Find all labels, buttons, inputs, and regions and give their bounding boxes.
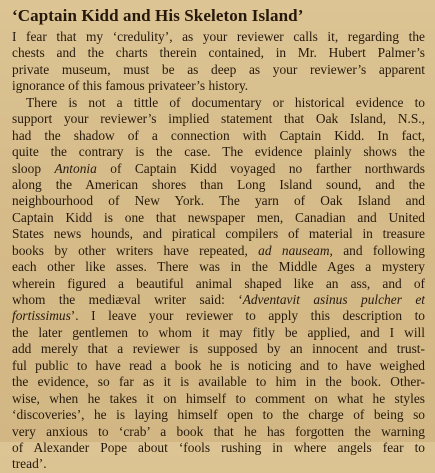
text-line [12,259,425,275]
text-line [12,308,425,324]
article-title: ‘Captain Kidd and His Skeleton Island’ [12,6,304,25]
text-line: I fear that my ‘credulity’, as your reviewer calls it, regarding the [12,29,425,44]
text-line [12,128,425,144]
text-line: ignorance of this famous privateer’s history. [12,78,249,94]
text-line [12,144,425,160]
text-line [12,111,425,127]
text-run: support your reviewer’s implied statement that Oak Island, N.S., [12,111,425,127]
text-run: books by other writers have repeated, [12,242,259,258]
text-run: ‘discoveries’, he is laying himself open to the charge of being so [12,407,425,423]
text-run: of Alexander Pope about ‘fools rushing in where angels fear to [12,439,425,455]
text-run: very anxious to ‘crab’ a book that he has forgotten the warning [12,423,425,439]
text-line: private museum, must be as deep as your reviewer’s apparent [12,61,425,77]
text-line [12,292,425,308]
text-line [12,456,425,472]
italic-run: Adventavit asinus pulcher et [242,292,425,307]
italic-run: fortissimus [12,308,71,324]
text-line [12,407,425,423]
text-run: States news hounds, and piratical compilers of material in treasure [12,226,425,242]
text-line [12,95,425,111]
text-run: sloop [12,160,55,176]
text-run: There is not a tittle of documentary or historical evidence to [26,94,425,110]
text-run: had the shadow of a connection with Captain Kidd. In fact, [12,127,425,143]
text-line [12,374,425,390]
text-run: Captain Kidd is one that newspaper men, Canadian and United [12,209,425,225]
text-line [12,440,425,456]
italic-run: ad nauseam [258,242,330,258]
text-line [12,358,425,374]
text-run: ful public to have read a book he is noticing and to have weighed [12,357,425,373]
text-line [12,276,425,292]
text-run: of Captain Kidd voyaged no farther northwards [96,160,425,176]
text-run: tread’. [12,456,47,472]
text-line: chests and the charts therein contained, in Mr. Hubert Palmer’s [12,45,425,61]
text-line [12,325,425,341]
text-run: wise, when he takes it on himself to comment on what he styles [12,390,425,406]
text-run: along the American shores than Long Island sound, and the [12,176,425,192]
text-line [12,391,425,407]
text-run: the later gentlemen to whom it may fitly be applied, and I will [12,324,425,340]
text-line [12,226,425,242]
paragraph-1 [12,29,425,95]
text-line [12,424,425,440]
text-run: each other like asses. There was in the Middle Ages a mystery [12,259,425,275]
text-run: quite the contrary is the case. The evidence plainly shows the [12,144,425,160]
text-run: wherein figured a beautiful animal shaped like an ass, and of [12,275,425,291]
italic-run: Antonia [54,160,97,176]
text-line [12,243,425,259]
paragraph-2 [12,95,425,473]
text-line [12,177,425,193]
text-run: , and following [329,242,425,258]
text-line [12,161,425,177]
article-body [12,29,425,473]
text-run: the evidence, so far as it is available to him in the book. Other- [12,374,425,390]
text-line [12,341,425,357]
text-run: add merely that a reviewer is supposed by an innocent and trust- [12,341,425,357]
text-run: neighbourhood of New York. The yarn of Oak Island and [12,193,425,209]
text-line [12,210,425,226]
text-line [12,193,425,209]
text-run: ’. I leave your reviewer to apply this description to [70,308,425,324]
text-run: whom the mediæval writer said: ‘ [12,292,243,307]
